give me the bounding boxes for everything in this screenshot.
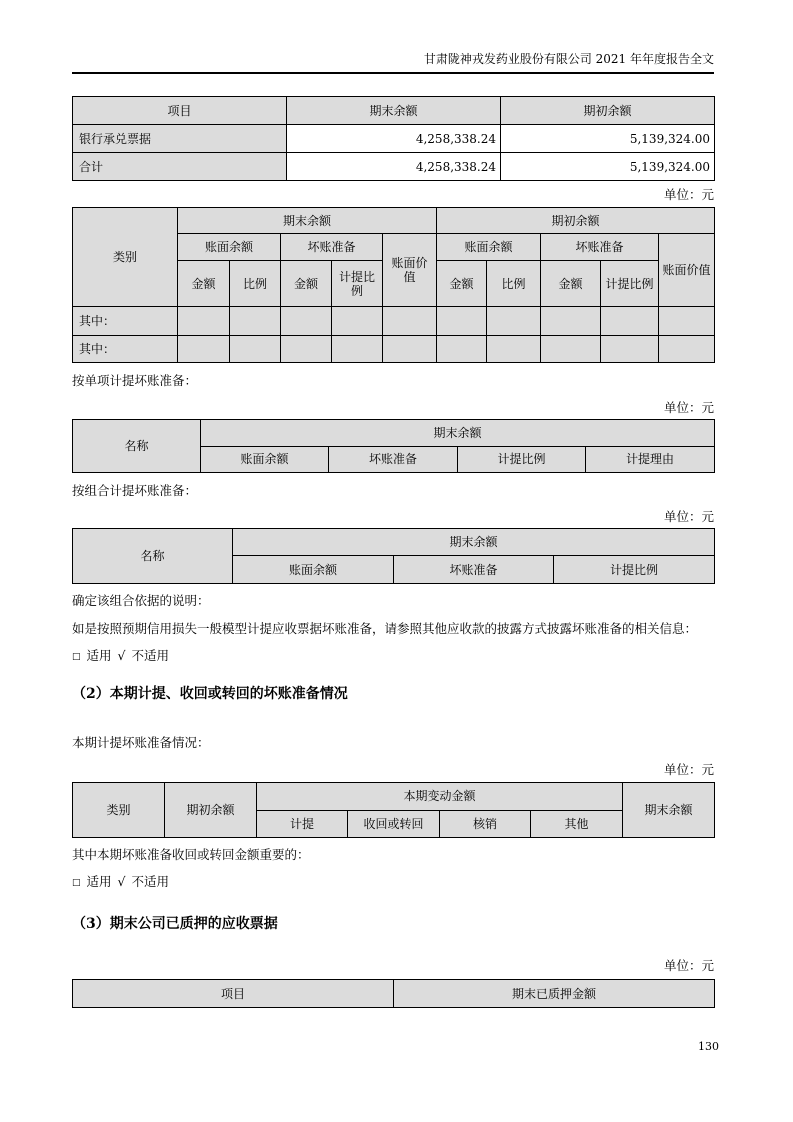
page-header-title: 甘肃陇神戎发药业股份有限公司 2021 年年度报告全文 — [423, 52, 714, 66]
header-cell-bad-debt: 坏账准备 — [394, 556, 554, 584]
header-cell-amount: 金额 — [281, 261, 332, 307]
basis-note: 确定该组合依据的说明： — [72, 593, 210, 608]
empty-cell — [178, 336, 230, 363]
page-header — [72, 0, 714, 74]
header-cell-provision-ratio: 计提比例 — [332, 261, 383, 307]
empty-cell — [178, 307, 230, 336]
individual-provision-table — [72, 419, 715, 473]
empty-cell — [541, 307, 601, 336]
header-cell-writeoff: 核销 — [440, 810, 531, 837]
table-row — [73, 125, 715, 153]
row-label-cell: 其中： — [73, 307, 178, 336]
beginning-amount-cell: 5,139,324.00 — [501, 125, 715, 153]
header-cell-ending: 期末余额 — [287, 97, 501, 125]
table-header-row — [73, 980, 715, 1008]
header-cell-ending: 期末余额 — [623, 782, 715, 837]
movement-table — [72, 782, 715, 838]
header-cell-provision-reason: 计提理由 — [586, 446, 715, 472]
header-cell-ending-group: 期末余额 — [178, 208, 437, 234]
checkbox-unchecked-icon: □ — [72, 652, 81, 662]
empty-cell — [383, 336, 437, 363]
empty-cell — [230, 336, 281, 363]
row-label-cell: 合计 — [73, 153, 287, 181]
unit-label: 单位：元 — [663, 187, 714, 202]
table-header-row — [73, 97, 715, 125]
header-cell-item: 项目 — [73, 980, 394, 1008]
header-cell-beginning-group: 期初余额 — [437, 208, 715, 234]
table-header-row — [73, 529, 715, 556]
header-cell-ratio: 比例 — [487, 261, 541, 307]
header-cell-change-group: 本期变动金额 — [257, 782, 623, 810]
header-cell-other: 其他 — [531, 810, 623, 837]
empty-cell — [437, 307, 487, 336]
individual-provision-note: 按单项计提坏账准备： — [72, 373, 198, 388]
header-cell-bad-debt: 坏账准备 — [329, 446, 458, 472]
header-cell-item: 项目 — [73, 97, 287, 125]
empty-cell — [659, 336, 715, 363]
empty-cell — [487, 336, 541, 363]
check-icon: √ — [117, 648, 126, 663]
pledged-bills-table — [72, 979, 715, 1008]
empty-cell — [601, 336, 659, 363]
unit-label: 单位：元 — [663, 958, 714, 973]
applicability-line — [72, 874, 714, 891]
beginning-amount-cell: 5,139,324.00 — [501, 153, 715, 181]
bills-balance-table — [72, 96, 715, 181]
header-cell-provision-ratio: 计提比例 — [554, 556, 715, 584]
empty-cell — [332, 307, 383, 336]
applicability-line — [72, 648, 714, 665]
header-cell-ratio: 比例 — [230, 261, 281, 307]
section-3-title: （3）期末公司已质押的应收票据 — [72, 916, 278, 932]
apply-label: 适用 — [86, 874, 112, 889]
empty-cell — [230, 307, 281, 336]
header-cell-provision-ratio: 计提比例 — [601, 261, 659, 307]
current-provision-note: 本期计提坏账准备情况： — [72, 735, 210, 750]
table-row-total — [73, 153, 715, 181]
header-cell-bad-debt: 坏账准备 — [281, 234, 383, 261]
ending-amount-cell: 4,258,338.24 — [287, 153, 501, 181]
header-cell-bad-debt: 坏账准备 — [541, 234, 659, 261]
section-2-title: （2）本期计提、收回或转回的坏账准备情况 — [72, 686, 348, 702]
empty-cell — [601, 307, 659, 336]
header-cell-name: 名称 — [73, 529, 233, 584]
row-label-cell: 其中： — [73, 336, 178, 363]
table-row — [73, 307, 715, 336]
empty-cell — [487, 307, 541, 336]
unit-label: 单位：元 — [663, 761, 714, 777]
group-provision-note: 按组合计提坏账准备： — [72, 482, 198, 498]
header-cell-beginning: 期初余额 — [165, 782, 257, 837]
ecl-note: 如是按照预期信用损失一般模型计提应收票据坏账准备，请参照其他应收款的披露方式披露坏账准备的相关信息： — [72, 620, 698, 636]
checkbox-unchecked-icon: □ — [72, 878, 81, 888]
header-cell-book-balance: 账面余额 — [178, 234, 281, 261]
table-header-row — [73, 208, 715, 234]
header-cell-book-balance: 账面余额 — [201, 446, 329, 472]
row-label-cell: 银行承兑票据 — [73, 125, 287, 153]
category-provision-table — [72, 207, 715, 363]
header-cell-pledged-amount: 期末已质押金额 — [394, 980, 715, 1008]
unit-label: 单位：元 — [663, 399, 714, 415]
empty-cell — [541, 336, 601, 363]
page-number: 130 — [698, 1040, 719, 1053]
header-cell-beginning: 期初余额 — [501, 97, 715, 125]
important-note: 其中本期坏账准备收回或转回金额重要的： — [72, 846, 310, 862]
header-cell-accrual: 计提 — [257, 810, 348, 837]
header-cell-book-balance: 账面余额 — [233, 556, 394, 584]
check-icon: √ — [117, 874, 126, 889]
table-row — [73, 336, 715, 363]
apply-label: 适用 — [86, 648, 112, 663]
table-header-row — [73, 782, 715, 810]
header-cell-amount: 金额 — [541, 261, 601, 307]
empty-cell — [281, 336, 332, 363]
header-cell-ending-group: 期末余额 — [233, 529, 715, 556]
ending-amount-cell: 4,258,338.24 — [287, 125, 501, 153]
empty-cell — [281, 307, 332, 336]
header-cell-recovery: 收回或转回 — [348, 810, 440, 837]
header-cell-category: 类别 — [73, 782, 165, 837]
header-cell-book-value: 账面价值 — [383, 234, 437, 307]
empty-cell — [383, 307, 437, 336]
header-cell-book-value: 账面价值 — [659, 234, 715, 307]
header-cell-amount: 金额 — [178, 261, 230, 307]
not-apply-label: 不适用 — [131, 874, 170, 889]
not-apply-label: 不适用 — [131, 648, 170, 663]
header-cell-amount: 金额 — [437, 261, 487, 307]
header-cell-ending-group: 期末余额 — [201, 419, 715, 446]
table-header-row — [73, 419, 715, 446]
empty-cell — [659, 307, 715, 336]
empty-cell — [332, 336, 383, 363]
group-provision-table — [72, 528, 715, 584]
unit-label: 单位：元 — [663, 509, 714, 524]
header-cell-provision-ratio: 计提比例 — [458, 446, 586, 472]
header-cell-name: 名称 — [73, 419, 201, 472]
header-cell-category: 类别 — [73, 208, 178, 307]
empty-cell — [437, 336, 487, 363]
header-cell-book-balance: 账面余额 — [437, 234, 541, 261]
